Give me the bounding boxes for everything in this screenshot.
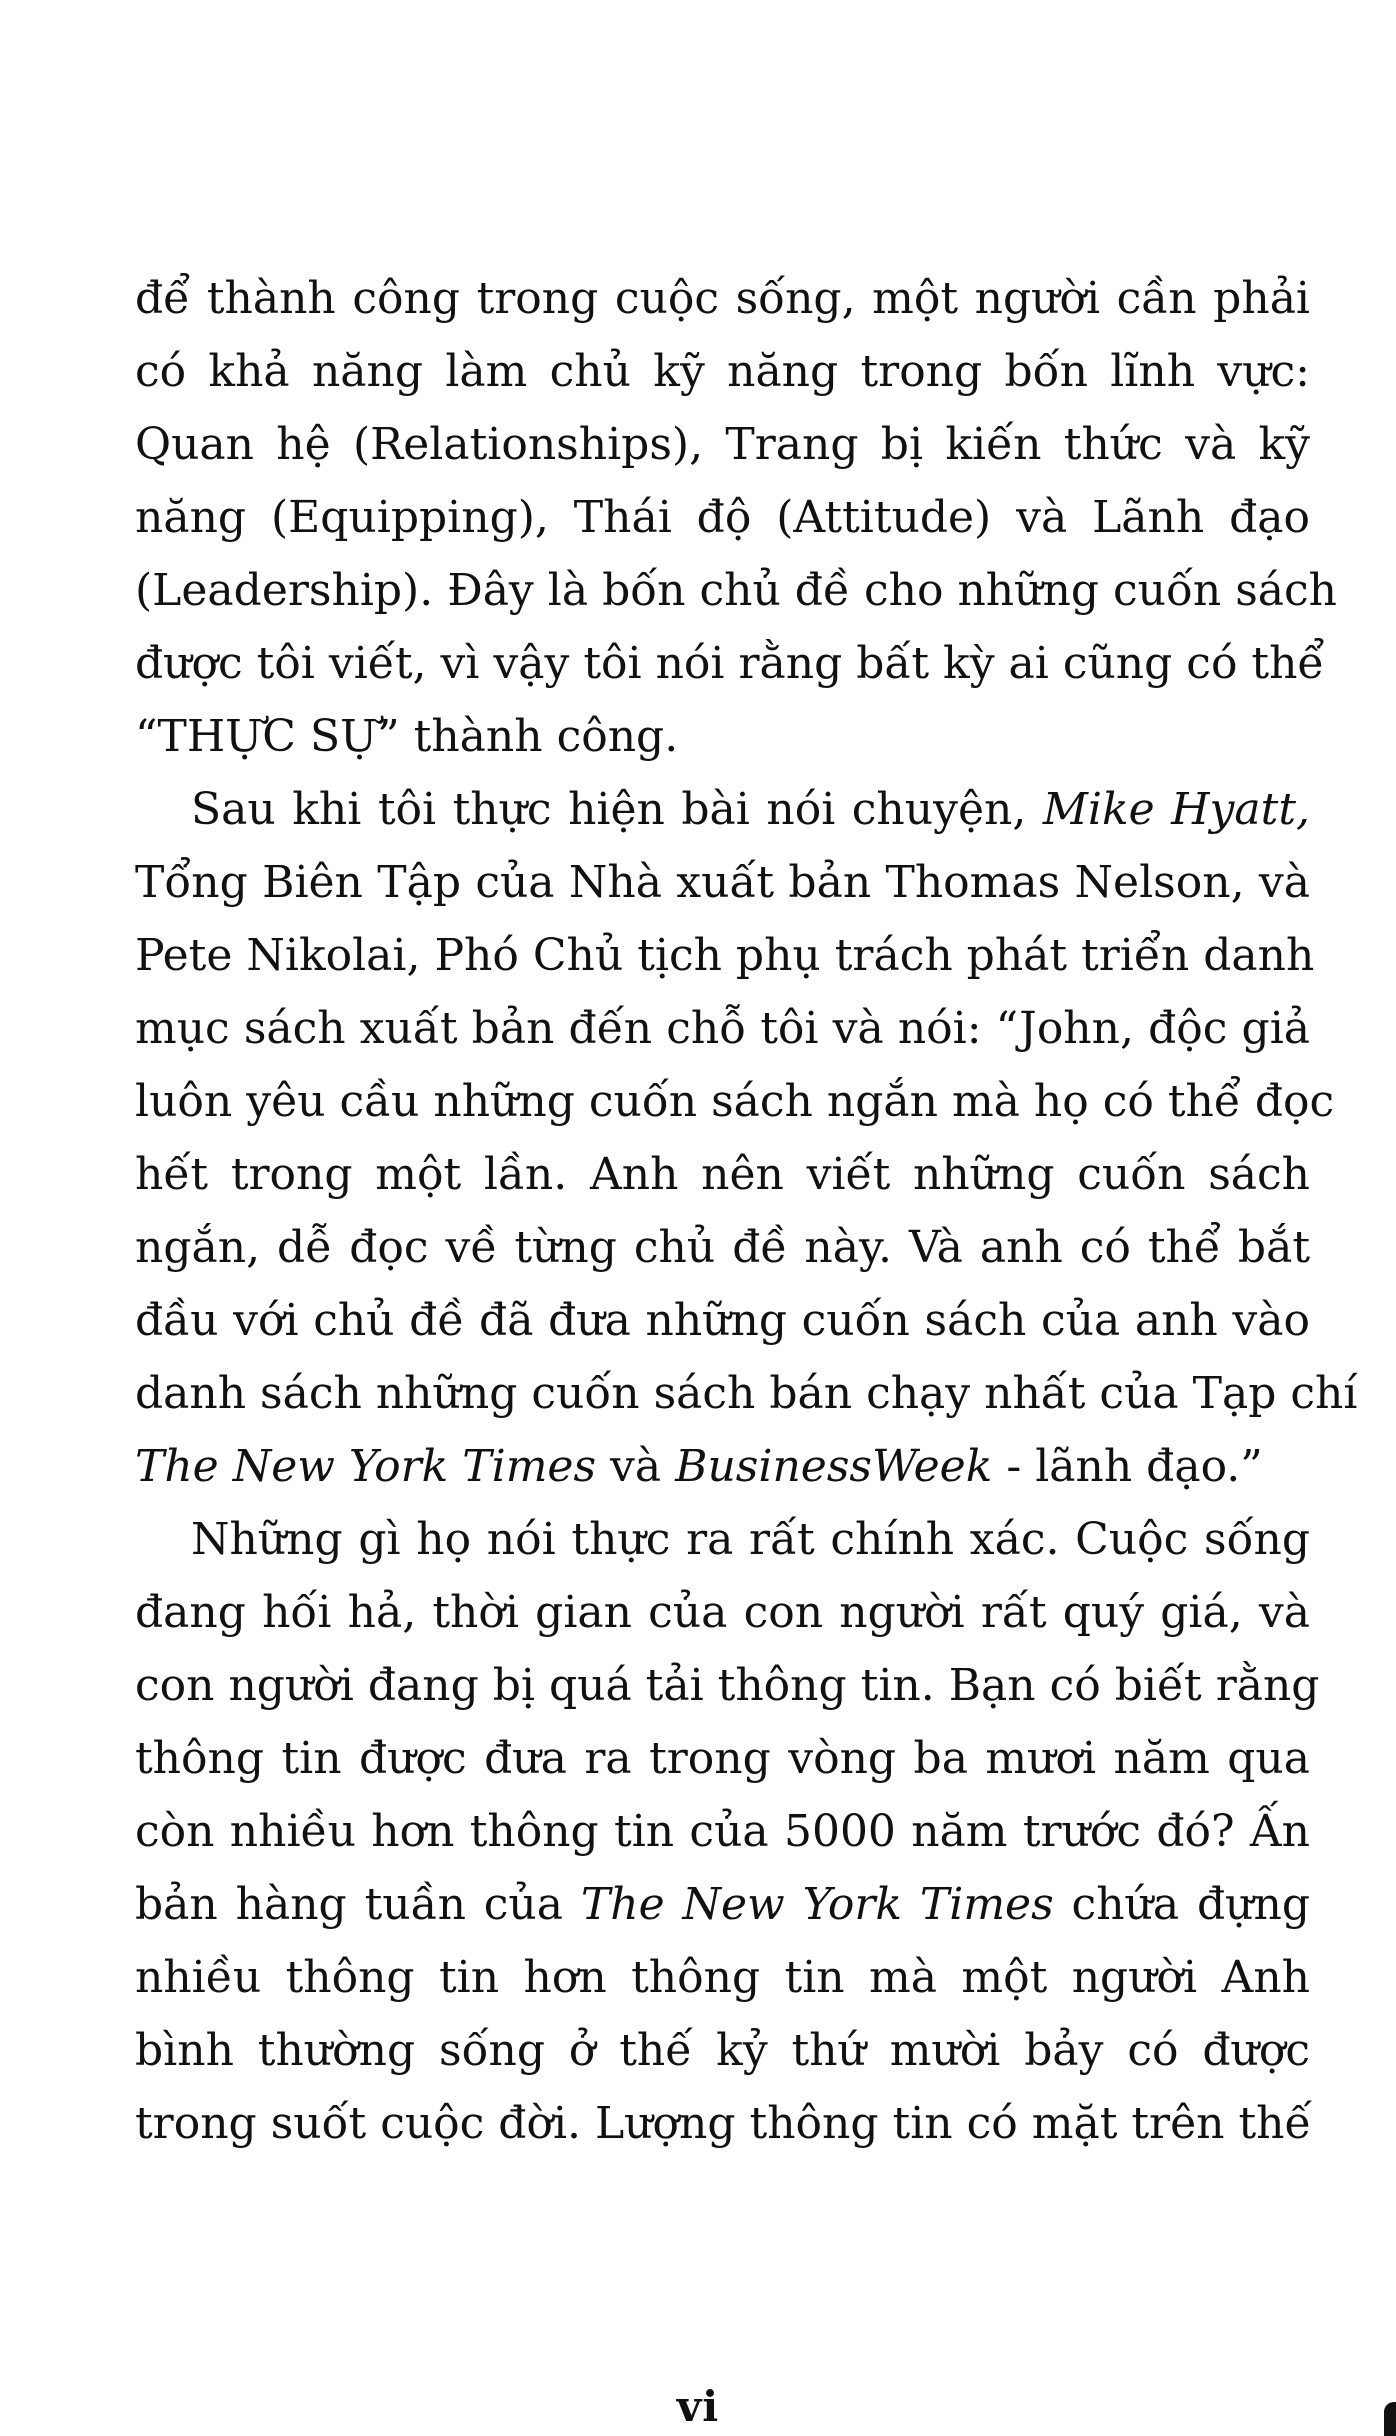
text-run: và <box>596 1441 676 1492</box>
text-line: đang hối hả, thời gian của con người rất quý giá, và <box>135 1587 1310 1638</box>
italic-name: Mike Hyatt, <box>1042 784 1310 835</box>
text-line: “THỰC SỰ” thành công. <box>135 711 679 762</box>
italic-title: The New York Times <box>135 1441 597 1492</box>
text-run: bản hàng tuần của <box>135 1879 581 1930</box>
page-edge-mark <box>1384 2402 1396 2436</box>
text-run: chứa đựng <box>1053 1879 1311 1930</box>
text-line: năng (Equipping), Thái độ (Attitude) và Lãnh đạo <box>135 492 1310 543</box>
text-line: Quan hệ (Relationships), Trang bị kiến thức và kỹ <box>135 419 1310 470</box>
body-text <box>135 262 1358 2160</box>
text-line: để thành công trong cuộc sống, một người cần phải <box>135 273 1310 324</box>
text-line <box>135 1868 1310 1941</box>
text-line: được tôi viết, vì vậy tôi nói rằng bất kỳ ai cũng có thể <box>135 638 1325 689</box>
text-line: hết trong một lần. Anh nên viết những cuốn sách <box>135 1149 1310 1200</box>
text-line: đầu với chủ đề đã đưa những cuốn sách của anh vào <box>135 1295 1310 1346</box>
text-line: Tổng Biên Tập của Nhà xuất bản Thomas Nelson, và <box>135 857 1310 908</box>
text-line: thông tin được đưa ra trong vòng ba mươi năm qua <box>135 1733 1310 1784</box>
text-line: danh sách những cuốn sách bán chạy nhất của Tạp chí <box>135 1368 1358 1419</box>
text-line: nhiều thông tin hơn thông tin mà một người Anh <box>135 1952 1310 2003</box>
text-line: Những gì họ nói thực ra rất chính xác. Cuộc sống <box>191 1514 1310 1565</box>
text-line <box>135 773 1310 846</box>
italic-title: BusinessWeek <box>675 1441 993 1492</box>
text-line: Pete Nikolai, Phó Chủ tịch phụ trách phát triển danh <box>135 930 1315 981</box>
italic-title: The New York Times <box>580 1879 1054 1930</box>
page-number: vi <box>676 2382 720 2431</box>
text-line: luôn yêu cầu những cuốn sách ngắn mà họ có thể đọc <box>135 1076 1335 1127</box>
text-line: ngắn, dễ đọc về từng chủ đề này. Và anh có thể bắt <box>135 1222 1310 1273</box>
text-line <box>135 1430 1310 1503</box>
text-run: Sau khi tôi thực hiện bài nói chuyện, <box>191 784 1043 835</box>
text-line: có khả năng làm chủ kỹ năng trong bốn lĩnh vực: <box>135 346 1310 397</box>
text-line: trong suốt cuộc đời. Lượng thông tin có mặt trên thế <box>135 2098 1312 2149</box>
text-line: bình thường sống ở thế kỷ thứ mười bảy có được <box>135 2025 1310 2076</box>
text-line: (Leadership). Đây là bốn chủ đề cho những cuốn sách <box>135 565 1337 616</box>
text-line: mục sách xuất bản đến chỗ tôi và nói: “John, độc giả <box>135 1003 1310 1054</box>
text-line: còn nhiều hơn thông tin của 5000 năm trước đó? Ấn <box>135 1806 1310 1857</box>
text-line: con người đang bị quá tải thông tin. Bạn có biết rằng <box>135 1660 1320 1711</box>
text-run: - lãnh đạo.” <box>992 1441 1263 1492</box>
